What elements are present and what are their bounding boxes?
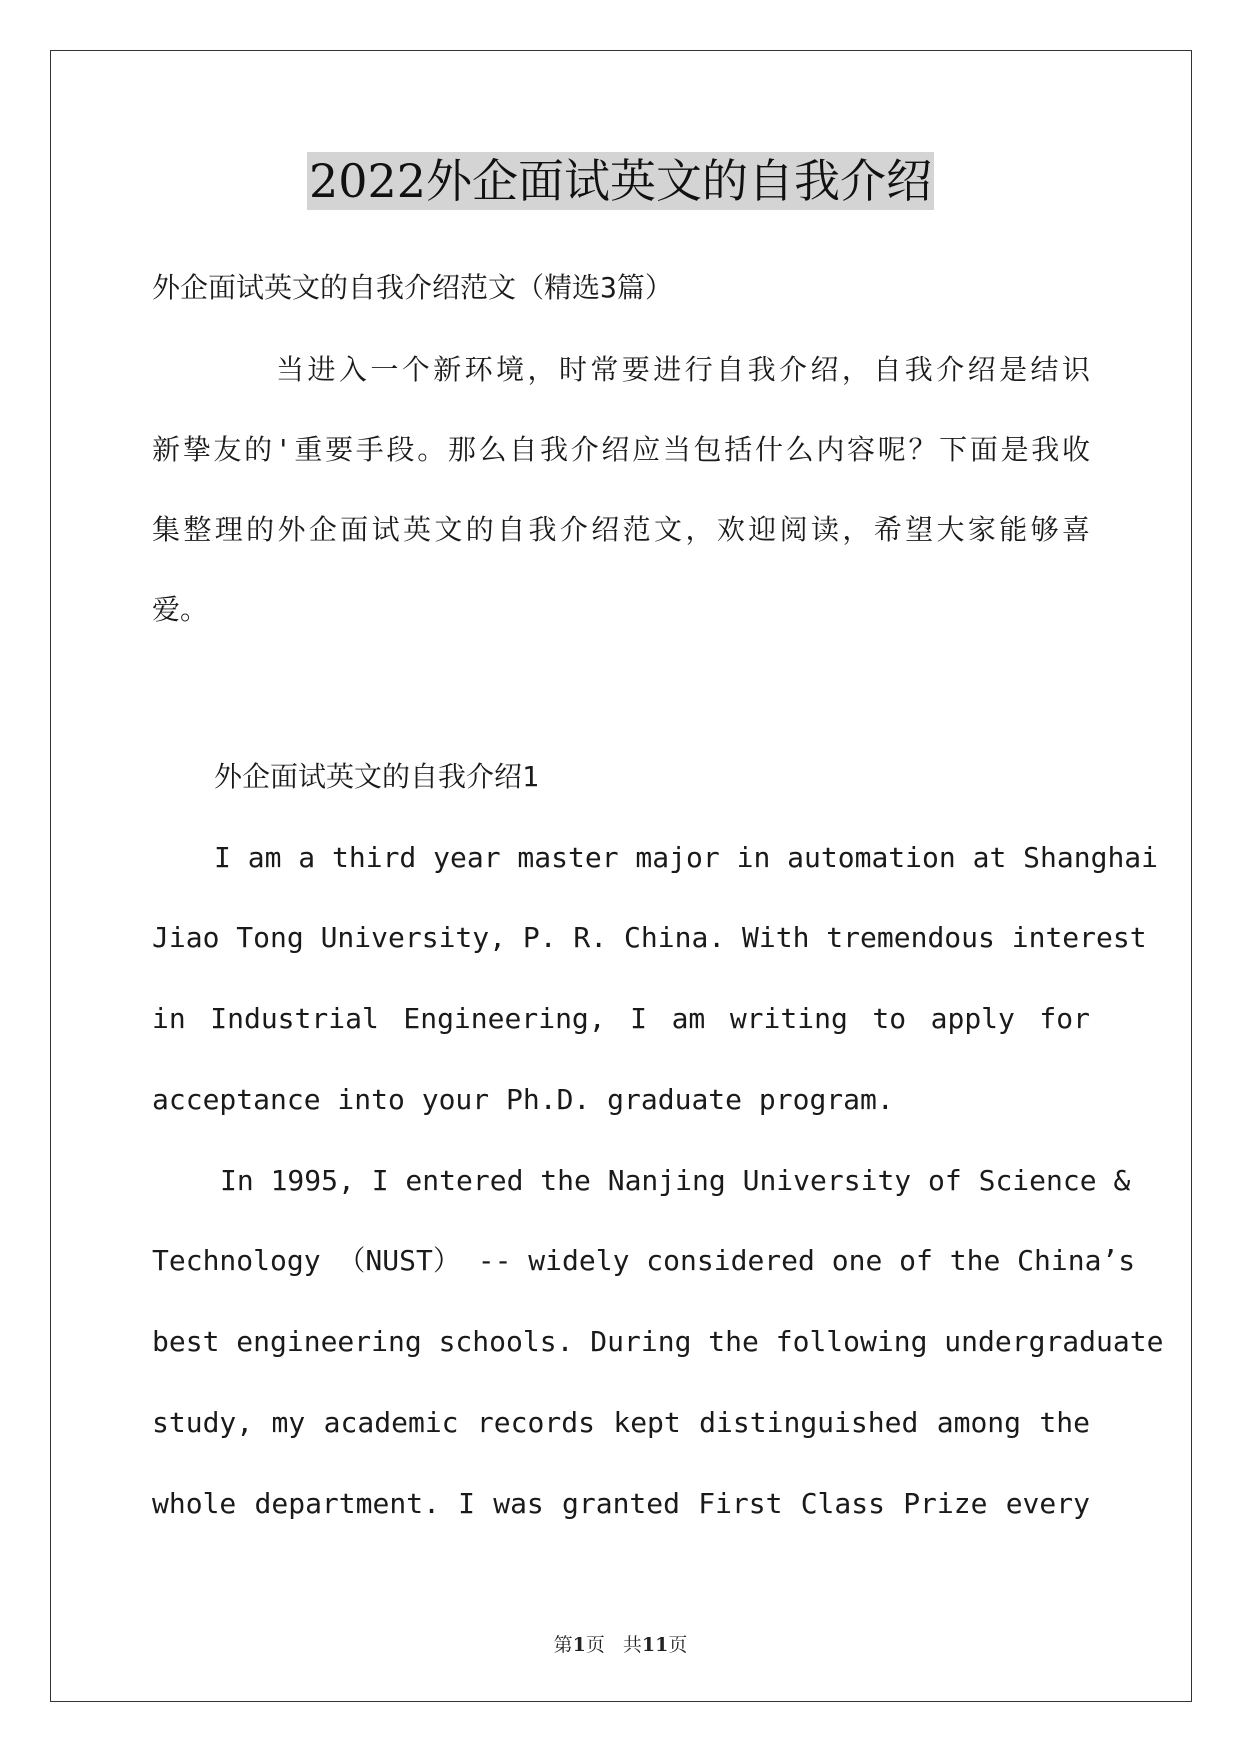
footer-total-suffix: 页 — [668, 1634, 688, 1656]
paragraph-line: best engineering schools. During the following undergraduate — [152, 1325, 1164, 1358]
title-container — [0, 152, 1241, 210]
footer-page-mid: 页 — [585, 1634, 605, 1656]
page-footer — [0, 1630, 1241, 1657]
section-heading: 外企面试英文的自我介绍1 — [214, 760, 539, 793]
paragraph-line: Jiao Tong University, P. R. China. With tremendous interest — [152, 921, 1147, 954]
footer-page-prefix: 第 — [553, 1634, 573, 1656]
paragraph-line: in Industrial Engineering, I am writing to apply for — [152, 1002, 1090, 1035]
intro-line: 当进入一个新环境，时常要进行自我介绍，自我介绍是结识 — [276, 353, 1090, 386]
document-title: 2022外企面试英文的自我介绍 — [308, 154, 933, 208]
paragraph-line: In 1995, I entered the Nanjing University of Science & — [220, 1164, 1131, 1197]
intro-line: 爱。 — [152, 593, 209, 626]
intro-line: 集整理的外企面试英文的自我介绍范文，欢迎阅读，希望大家能够喜 — [152, 513, 1090, 546]
subtitle: 外企面试英文的自我介绍范文（精选3篇） — [152, 271, 673, 304]
paragraph-line: whole department. I was granted First Class Prize every — [152, 1487, 1090, 1520]
paragraph-line: study, my academic records kept distinguished among the — [152, 1406, 1090, 1439]
paragraph-line: Technology （NUST） -- widely considered one of the China’s — [152, 1244, 1136, 1277]
intro-line: 新挚友的'重要手段。那么自我介绍应当包括什么内容呢？下面是我收 — [152, 433, 1090, 466]
footer-total-prefix: 共 — [622, 1634, 642, 1656]
footer-page-total: 11 — [641, 1634, 669, 1656]
paragraph-line: acceptance into your Ph.D. graduate program. — [152, 1083, 894, 1116]
paragraph-line: I am a third year master major in automation at Shanghai — [214, 841, 1159, 874]
footer-page-current: 1 — [572, 1634, 586, 1656]
